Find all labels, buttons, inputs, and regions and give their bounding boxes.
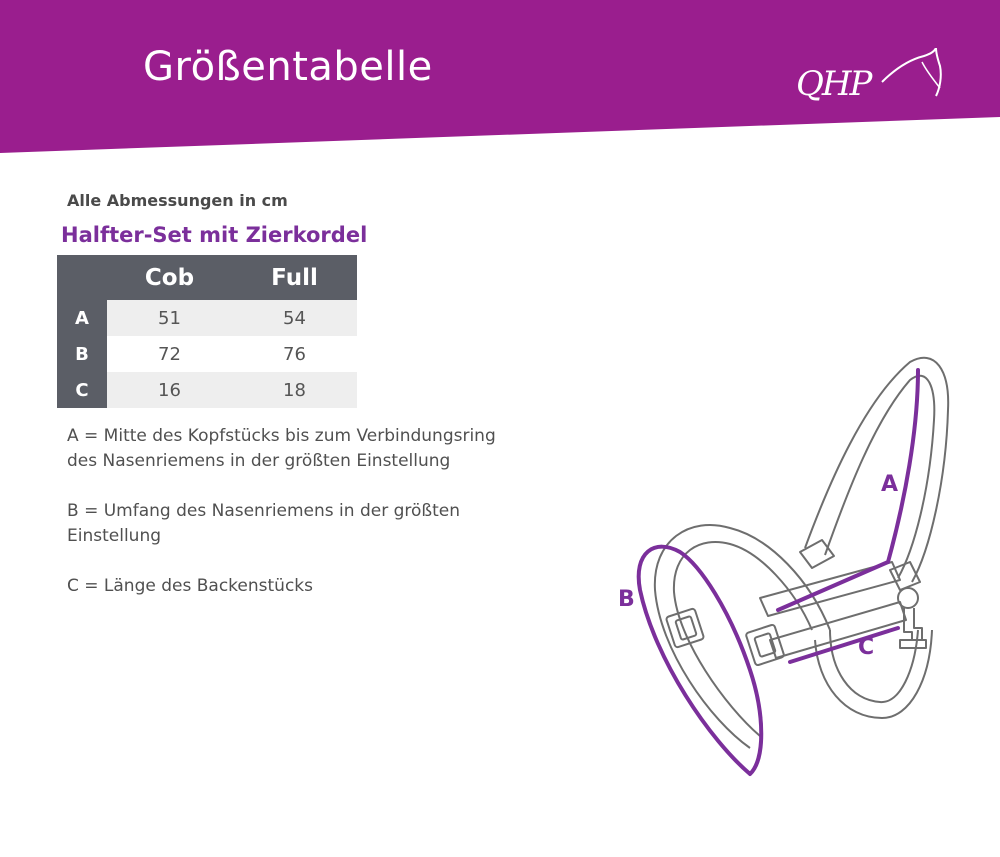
dimension-label-c: C (858, 635, 875, 660)
table-cell: 72 (107, 336, 232, 372)
column-header-cob: Cob (107, 255, 232, 300)
table-cell: 76 (232, 336, 357, 372)
table-cell: 54 (232, 300, 357, 336)
table-corner (57, 255, 107, 300)
horse-head-icon (790, 48, 950, 108)
table-row (57, 300, 357, 336)
row-header: A (57, 300, 107, 336)
product-title: Halfter-Set mit Zierkordel (61, 223, 368, 247)
halter-diagram (600, 340, 1000, 800)
row-header: B (57, 336, 107, 372)
table-cell: 16 (107, 372, 232, 408)
dimension-label-a: A (881, 472, 899, 497)
page-title: Größentabelle (143, 44, 433, 90)
column-header-full: Full (232, 255, 357, 300)
row-header: C (57, 372, 107, 408)
units-note: Alle Abmessungen in cm (67, 191, 288, 210)
logo-text: QHP (796, 64, 871, 104)
table-row (57, 336, 357, 372)
table-cell: 51 (107, 300, 232, 336)
dimension-label-b: B (618, 587, 635, 612)
table-header-row (57, 255, 357, 300)
definition-a: A = Mitte des Kopfstücks bis zum Verbindungsring des Nasenriemens in der größten Einstellung (67, 426, 496, 471)
definition-b: B = Umfang des Nasenriemens in der größten Einstellung (67, 501, 461, 546)
definitions (67, 424, 507, 624)
halter-illustration (600, 340, 1000, 800)
brand-logo (790, 48, 950, 108)
table-row (57, 372, 357, 408)
table-cell: 18 (232, 372, 357, 408)
definition-c: C = Länge des Backenstücks (67, 576, 313, 596)
size-table (57, 255, 357, 408)
